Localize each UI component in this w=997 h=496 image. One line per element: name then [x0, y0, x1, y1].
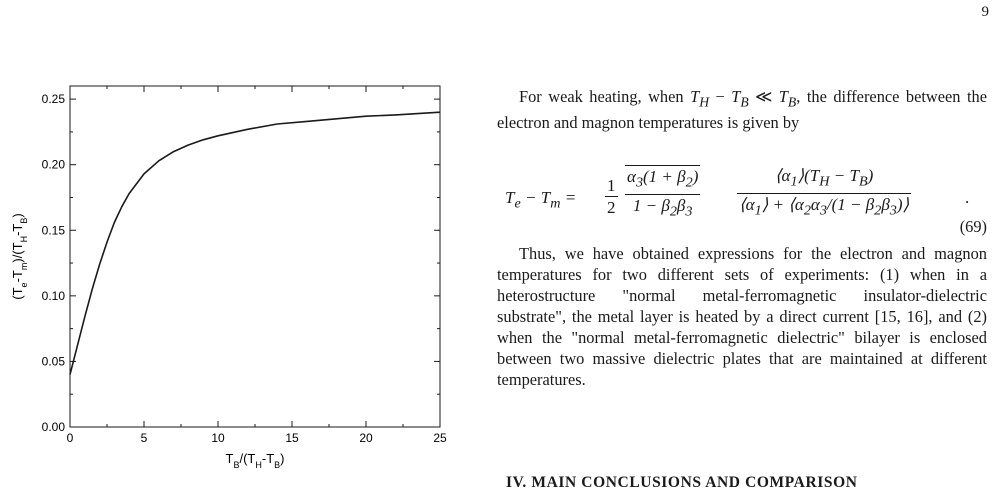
section-heading: IV. MAIN CONCLUSIONS AND COMPARISON: [506, 474, 858, 491]
equation-number: (69): [959, 217, 987, 237]
paragraph-weak-heating: For weak heating, when $T_H - T_B$ ≪ $T_B$, the difference between the electron and magnon temperatures is given by: [497, 87, 987, 133]
y-tick-label: 0.00: [41, 420, 65, 434]
series-line: [70, 112, 440, 374]
y-axis-label: $(T_e-T_m)/(T_H-T_B)$: [10, 213, 29, 300]
y-tick-label: 0.05: [41, 354, 65, 369]
y-tick-label: 0.25: [41, 92, 65, 107]
y-tick-label: 0.10: [41, 288, 65, 303]
text-column: [497, 86, 987, 390]
x-axis-label: $T_B/(T_H-T_B)$: [225, 451, 285, 470]
y-tick-label: 0.15: [41, 223, 65, 238]
x-tick-label: 0: [66, 431, 74, 445]
axis-ticks: [42, 86, 447, 445]
x-tick-label: 15: [285, 431, 299, 445]
y-tick-label: 0.20: [41, 157, 65, 172]
page-number: 9: [981, 4, 989, 20]
equation-69: $T_e - T_m$ = $\frac{1}{2}$ $\frac{\alpha_3(1 + \beta_2)}{1 - \beta_2\beta_3}$ $\frac{⟨\alpha_1⟩(T_H - T_B)}{⟨\alpha_1⟩ + ⟨\alpha_2\alpha_3/(1 - \beta_2\beta_3)⟩}$ . (69): [505, 166, 987, 237]
x-tick-label: 5: [140, 431, 148, 445]
line-chart: [0, 0, 480, 496]
paragraph-conclusion: Thus, we have obtained expressions for the electron and magnon temperatures for two different sets of experiments: (1) when in a heterostructure "normal metal-ferromagnetic insulator-dielectric substrate", the metal layer is heated by a direct current [15, 16], and (2) when the "normal metal-ferromagnetic dielectric" bilayer is enclosed between two massive dielectric plates that are maintained at different temperatures.: [497, 244, 987, 390]
x-tick-label: 25: [433, 431, 447, 445]
series-curve: [70, 112, 440, 374]
plot-border: [70, 86, 440, 427]
plot-frame: [70, 86, 440, 427]
x-tick-label: 10: [211, 431, 225, 445]
x-tick-label: 20: [359, 431, 373, 445]
